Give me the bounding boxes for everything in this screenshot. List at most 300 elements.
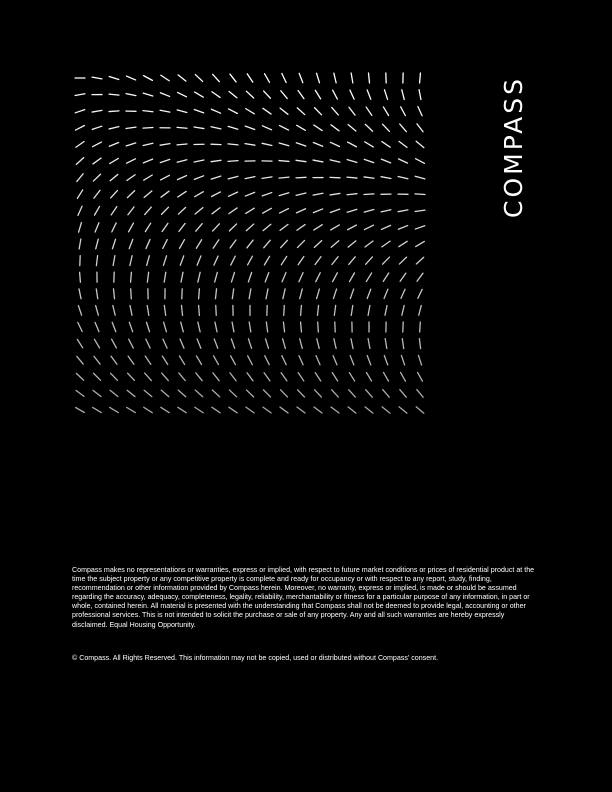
dash-mark xyxy=(279,177,289,178)
dash-mark xyxy=(332,390,339,397)
dash-mark xyxy=(109,94,119,95)
dash-mark xyxy=(347,160,357,163)
dash-mark xyxy=(297,225,305,231)
dash-mark xyxy=(415,194,425,195)
dash-mark xyxy=(383,390,390,398)
dash-mark xyxy=(177,160,187,163)
dash-mark xyxy=(317,73,320,83)
dash-mark xyxy=(229,407,237,413)
dash-mark xyxy=(283,322,284,332)
dash-mark xyxy=(131,289,132,299)
dash-mark xyxy=(279,161,289,162)
dash-mark xyxy=(348,125,356,131)
dash-mark xyxy=(264,256,269,265)
dash-mark xyxy=(416,141,424,147)
dash-mark xyxy=(76,373,83,380)
dash-mark xyxy=(162,223,168,231)
dash-mark xyxy=(297,125,306,130)
dash-mark xyxy=(232,322,234,332)
dash-mark xyxy=(127,175,135,181)
dash-mark xyxy=(399,257,406,264)
dash-mark xyxy=(143,143,153,145)
dash-mark xyxy=(245,192,254,196)
dash-mark xyxy=(161,175,170,180)
dash-mark xyxy=(366,257,373,264)
dash-mark xyxy=(143,127,153,128)
dash-mark xyxy=(145,373,152,380)
dash-mark xyxy=(314,407,322,413)
dash-mark xyxy=(350,289,353,298)
dash-mark xyxy=(331,241,339,248)
dash-mark xyxy=(348,142,357,147)
dash-mark xyxy=(296,160,306,161)
dash-mark xyxy=(313,143,322,147)
dash-mark xyxy=(211,109,220,113)
dash-mark xyxy=(144,191,152,197)
dash-mark xyxy=(211,127,221,129)
dash-mark xyxy=(347,209,357,212)
dash-mark xyxy=(398,226,407,230)
dash-mark xyxy=(215,322,217,332)
dash-mark xyxy=(399,407,407,413)
dash-mark xyxy=(112,322,116,331)
dash-mark xyxy=(402,90,404,100)
dash-mark xyxy=(199,289,200,299)
dash-mark xyxy=(365,407,373,413)
dash-mark xyxy=(180,339,184,348)
dash-mark xyxy=(196,240,201,249)
dash-mark xyxy=(314,225,322,230)
dash-mark xyxy=(213,373,219,381)
dash-mark xyxy=(162,356,167,364)
dash-mark xyxy=(76,142,84,148)
dash-mark xyxy=(177,127,187,128)
dash-mark xyxy=(129,339,134,348)
dash-mark xyxy=(317,339,319,349)
dash-mark xyxy=(366,107,372,115)
dash-mark xyxy=(195,192,204,197)
compass-logo-text: COMPASS xyxy=(499,75,528,218)
dash-mark xyxy=(264,373,270,381)
dash-mark xyxy=(297,240,304,247)
dash-mark xyxy=(178,92,187,96)
dash-mark xyxy=(212,92,220,98)
dash-mark xyxy=(144,175,153,180)
dash-mark xyxy=(266,322,267,332)
dash-mark xyxy=(280,390,287,397)
dash-mark xyxy=(230,240,236,248)
dash-mark xyxy=(96,306,99,316)
dash-mark xyxy=(212,192,221,197)
dash-mark xyxy=(180,256,183,265)
dash-mark xyxy=(127,191,134,198)
dash-mark xyxy=(178,407,186,412)
dash-mark xyxy=(418,107,422,116)
dash-mark xyxy=(399,241,407,246)
dash-mark xyxy=(249,322,251,332)
dash-mark xyxy=(160,159,169,162)
dash-mark xyxy=(126,143,136,146)
dash-mark xyxy=(383,372,388,381)
dash-mark xyxy=(146,339,150,348)
dash-mark xyxy=(383,107,388,116)
dash-mark xyxy=(313,209,322,213)
dash-mark xyxy=(196,224,203,232)
dash-mark xyxy=(95,322,99,331)
dash-mark xyxy=(333,273,338,282)
dash-mark xyxy=(298,373,304,381)
dash-mark xyxy=(331,225,340,230)
dash-mark xyxy=(315,373,321,381)
dash-mark xyxy=(416,257,423,264)
dash-mark xyxy=(347,177,357,178)
dash-mark xyxy=(229,390,236,397)
dash-mark xyxy=(265,356,269,365)
dash-mark xyxy=(214,339,218,348)
dash-mark xyxy=(80,272,81,282)
dash-mark xyxy=(194,160,204,162)
dash-mark xyxy=(351,305,353,315)
dash-mark xyxy=(180,240,185,249)
dash-mark xyxy=(92,126,101,129)
dash-mark xyxy=(215,289,216,299)
dash-mark xyxy=(351,73,353,83)
dash-mark xyxy=(262,177,272,179)
dash-mark xyxy=(365,142,374,147)
dash-mark xyxy=(416,241,425,246)
dash-mark xyxy=(128,207,134,215)
dash-mark xyxy=(198,272,200,282)
dash-mark xyxy=(129,322,132,331)
dash-mark xyxy=(246,407,254,413)
dash-mark xyxy=(177,110,187,113)
dash-mark xyxy=(110,390,118,396)
dash-mark xyxy=(163,339,167,348)
dash-mark xyxy=(198,322,200,332)
dash-mark xyxy=(382,407,390,413)
dash-mark xyxy=(93,142,102,147)
dash-mark xyxy=(398,176,408,178)
dash-mark xyxy=(178,75,186,81)
dash-mark xyxy=(382,142,390,148)
dash-mark xyxy=(368,305,370,315)
dash-mark xyxy=(417,273,423,281)
dash-mark xyxy=(367,356,371,365)
dash-mark xyxy=(96,289,97,299)
dash-mark xyxy=(163,240,167,249)
dash-mark xyxy=(162,373,169,381)
dash-mark xyxy=(179,223,185,231)
dash-mark xyxy=(127,407,136,412)
dash-mark xyxy=(126,127,136,128)
dash-field-artwork xyxy=(68,68,436,420)
dash-mark xyxy=(179,373,185,381)
dash-mark xyxy=(415,176,425,179)
dash-mark xyxy=(129,239,133,248)
dash-mark xyxy=(401,289,405,298)
dash-mark xyxy=(95,223,99,232)
dash-mark xyxy=(383,273,389,281)
dash-mark xyxy=(212,208,220,214)
dash-mark xyxy=(181,272,183,282)
dash-mark xyxy=(213,74,220,81)
dash-mark xyxy=(92,110,102,112)
dash-mark xyxy=(248,272,251,281)
dash-mark xyxy=(146,239,150,248)
dash-mark xyxy=(181,305,182,315)
dash-mark xyxy=(350,356,354,365)
dash-mark xyxy=(143,159,152,163)
dash-mark xyxy=(266,289,268,299)
dash-mark xyxy=(231,356,236,365)
dash-mark xyxy=(299,73,303,82)
dash-mark xyxy=(126,94,136,96)
dash-mark xyxy=(279,193,289,196)
dash-mark xyxy=(382,241,390,247)
dash-mark xyxy=(419,339,420,349)
dash-mark xyxy=(263,407,271,413)
dash-mark xyxy=(296,193,306,195)
dash-mark xyxy=(282,73,286,82)
dash-mark xyxy=(145,207,152,215)
dash-mark xyxy=(249,289,251,299)
dash-mark xyxy=(143,93,153,96)
dash-mark xyxy=(330,142,339,146)
dash-mark xyxy=(332,373,337,381)
dash-mark xyxy=(178,191,186,197)
dash-mark xyxy=(96,239,99,249)
dash-mark xyxy=(400,124,407,132)
dash-mark xyxy=(127,159,136,163)
dash-mark xyxy=(415,210,425,211)
dash-mark xyxy=(128,356,134,364)
dash-mark xyxy=(300,289,303,299)
dash-mark xyxy=(246,208,255,213)
dash-mark xyxy=(315,90,320,99)
dash-mark xyxy=(367,90,371,99)
dash-mark xyxy=(197,256,201,265)
dash-mark xyxy=(315,390,322,397)
dash-mark xyxy=(418,289,422,298)
dash-mark xyxy=(131,272,132,282)
dash-mark xyxy=(316,273,320,282)
dash-mark xyxy=(350,90,354,99)
dash-mark xyxy=(419,306,422,316)
dash-mark xyxy=(111,373,118,380)
dash-mark xyxy=(164,272,166,282)
dash-mark xyxy=(195,390,202,397)
dash-mark xyxy=(195,92,204,97)
dash-mark xyxy=(231,339,234,348)
dash-mark xyxy=(75,94,85,96)
dash-mark xyxy=(109,77,119,80)
dash-mark xyxy=(384,90,387,100)
dash-mark xyxy=(263,390,270,397)
dash-mark xyxy=(112,339,117,348)
dash-mark xyxy=(111,191,118,198)
dash-mark xyxy=(94,339,99,348)
dash-mark xyxy=(313,193,323,195)
dash-mark xyxy=(232,289,233,299)
dash-mark xyxy=(330,160,340,162)
dash-mark xyxy=(247,74,253,82)
dash-mark xyxy=(94,190,100,198)
dash-mark xyxy=(164,305,165,315)
dash-mark xyxy=(262,126,271,130)
dash-mark xyxy=(228,144,238,145)
dash-mark xyxy=(94,206,99,215)
dash-mark xyxy=(230,74,236,82)
dash-mark xyxy=(364,210,374,213)
dash-mark xyxy=(364,194,374,195)
dash-mark xyxy=(112,239,115,249)
dash-mark xyxy=(126,76,135,80)
dash-mark xyxy=(401,355,404,364)
dash-mark xyxy=(145,356,151,364)
dash-mark xyxy=(318,322,319,332)
dash-mark xyxy=(401,107,406,116)
copyright-notice: © Compass. All Rights Reserved. This information may not be copied, used or distributed without Compass' consent. xyxy=(72,654,439,662)
dash-mark xyxy=(263,108,271,114)
dash-mark xyxy=(264,240,271,248)
dash-mark xyxy=(416,159,425,164)
dash-mark xyxy=(110,174,118,180)
dash-mark xyxy=(77,339,82,347)
dash-mark xyxy=(93,174,100,181)
dash-mark xyxy=(314,241,321,248)
dash-mark xyxy=(313,160,323,162)
dash-mark xyxy=(262,143,272,145)
dash-mark xyxy=(315,257,321,265)
dash-mark xyxy=(383,124,390,131)
dash-mark xyxy=(317,305,318,315)
dash-mark xyxy=(113,256,115,266)
dash-mark xyxy=(281,256,286,264)
dash-mark xyxy=(77,174,83,182)
dash-mark xyxy=(297,407,305,413)
dash-mark xyxy=(195,407,203,413)
dash-mark xyxy=(297,108,304,115)
dash-mark xyxy=(127,390,135,396)
dash-mark xyxy=(94,356,100,364)
dash-mark xyxy=(160,110,170,112)
dash-mark xyxy=(333,289,336,299)
dash-mark xyxy=(143,111,153,112)
dash-mark xyxy=(385,306,387,316)
dash-mark xyxy=(364,159,373,162)
dash-mark xyxy=(246,390,253,397)
dash-mark xyxy=(247,240,253,248)
dash-mark xyxy=(77,356,83,364)
dash-mark xyxy=(76,408,85,413)
dash-mark xyxy=(400,390,406,398)
dash-mark xyxy=(79,289,81,299)
dash-mark xyxy=(195,75,202,82)
dash-mark xyxy=(283,289,285,299)
dash-mark xyxy=(160,144,170,146)
dash-mark xyxy=(334,339,336,349)
dash-mark xyxy=(350,273,355,282)
dash-mark xyxy=(178,390,186,397)
dash-mark xyxy=(281,240,288,247)
dash-mark xyxy=(75,110,84,113)
dash-mark xyxy=(281,91,287,99)
dash-mark xyxy=(111,356,117,364)
dash-mark xyxy=(179,356,184,365)
dash-mark xyxy=(212,390,219,397)
dash-mark xyxy=(228,176,238,179)
dash-mark xyxy=(93,158,101,164)
dash-mark xyxy=(317,289,320,299)
dash-mark xyxy=(263,224,271,230)
dash-mark xyxy=(296,209,305,213)
dash-mark xyxy=(280,407,288,413)
dash-mark xyxy=(348,241,356,247)
dash-mark xyxy=(211,160,221,161)
dash-mark xyxy=(280,126,289,131)
dash-mark xyxy=(163,256,166,266)
dash-mark xyxy=(144,407,152,412)
dash-mark xyxy=(248,256,253,265)
dash-mark xyxy=(420,322,421,332)
dash-mark xyxy=(348,225,357,230)
dash-mark xyxy=(333,356,337,365)
dash-mark xyxy=(211,176,221,179)
dash-mark xyxy=(114,289,115,299)
dash-mark xyxy=(145,223,150,231)
dash-mark xyxy=(197,339,201,348)
dash-mark xyxy=(402,306,404,316)
dash-mark xyxy=(230,373,236,381)
dash-mark xyxy=(264,91,271,98)
dash-mark xyxy=(367,289,371,298)
dash-mark xyxy=(229,224,236,231)
dash-mark xyxy=(130,306,132,316)
dash-mark xyxy=(398,159,407,163)
dash-mark xyxy=(246,91,253,98)
dash-mark xyxy=(300,339,303,349)
dash-mark xyxy=(365,241,373,247)
dash-mark xyxy=(366,373,371,382)
dash-mark xyxy=(177,176,186,180)
dash-mark xyxy=(332,107,339,115)
dash-mark xyxy=(129,223,134,232)
dash-mark xyxy=(111,207,117,215)
dash-mark xyxy=(130,256,132,266)
dash-mark xyxy=(331,125,339,131)
dash-mark xyxy=(399,141,407,147)
dash-mark xyxy=(228,161,238,162)
dash-mark xyxy=(76,158,83,165)
dash-mark xyxy=(299,273,303,282)
dash-mark xyxy=(77,190,82,199)
dash-mark xyxy=(384,289,388,298)
dash-mark xyxy=(248,356,253,365)
dash-mark xyxy=(110,407,119,412)
dash-mark xyxy=(418,355,421,365)
dash-mark xyxy=(417,124,423,132)
dash-mark xyxy=(365,124,372,131)
dash-mark xyxy=(76,126,85,131)
dash-mark xyxy=(280,209,289,214)
dash-mark xyxy=(212,407,220,413)
dash-mark xyxy=(229,208,237,214)
dash-mark xyxy=(245,144,255,146)
dash-mark xyxy=(333,90,338,99)
dash-mark xyxy=(331,407,339,413)
dash-mark xyxy=(384,356,387,365)
dash-mark xyxy=(110,158,119,163)
